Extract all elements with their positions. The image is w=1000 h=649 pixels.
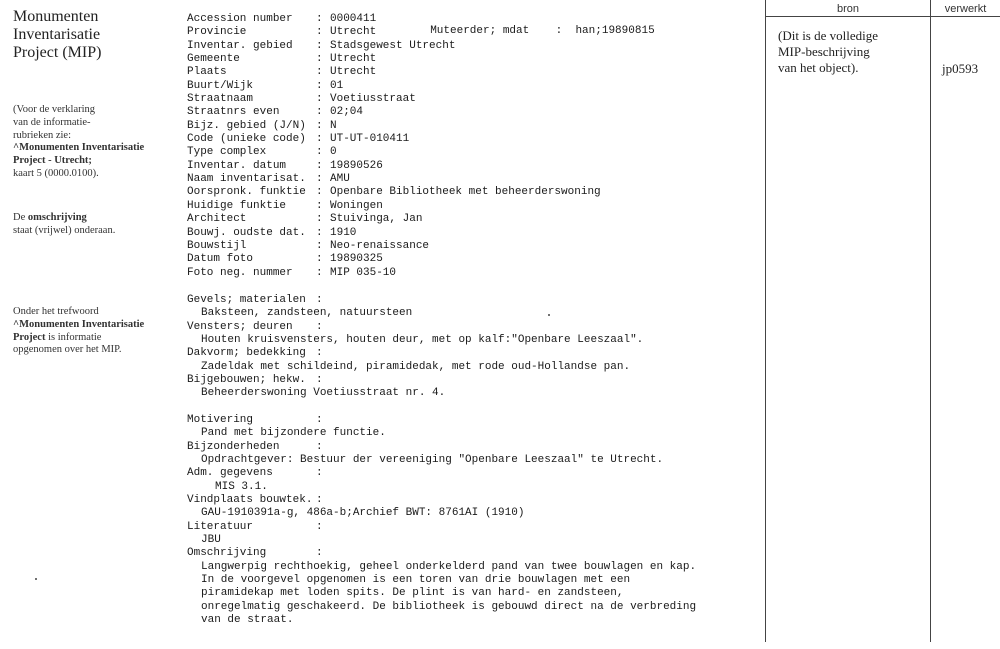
record-row	[187, 213, 757, 226]
field-colon: :	[316, 146, 323, 159]
field-colon: :	[316, 53, 323, 66]
section-heading	[187, 374, 757, 387]
record-row	[187, 146, 757, 159]
field-colon: :	[316, 93, 323, 106]
field-label: Plaats	[187, 66, 227, 79]
field-label: Datum foto	[187, 253, 254, 266]
field-value: Stadsgewest Utrecht	[330, 39, 456, 52]
field-value: Stuivinga, Jan	[330, 213, 423, 226]
section-label: Dakvorm; bedekking	[187, 347, 306, 360]
section-colon: :	[316, 414, 323, 426]
record-row	[187, 253, 757, 266]
section-label: Vensters; deuren	[187, 320, 293, 333]
section-colon: :	[316, 294, 323, 306]
field-value: 01	[330, 79, 344, 92]
note-line: opgenomen over het MIP.	[13, 344, 122, 356]
section-label: Bijgebouwen; hekw.	[187, 374, 306, 387]
note-line: De omschrijving	[13, 212, 87, 223]
section-text: MIS 3.1.	[215, 480, 268, 493]
section-text: GAU-1910391a-g, 486a-b;Archief BWT: 8761AI (1910)	[201, 507, 525, 520]
field-value: MIP 035-10	[330, 266, 397, 279]
note-omschrijving	[13, 212, 173, 238]
section-label: Motivering	[187, 414, 254, 426]
bron-cell	[778, 28, 928, 76]
section-text: Houten kruisvensters, houten deur, met op kalf:"Openbare Leeszaal".	[201, 334, 644, 347]
section-colon: :	[316, 320, 323, 333]
column-header-verwerkt: verwerkt	[944, 3, 987, 15]
field-value: 02;04	[330, 106, 364, 119]
field-value: Openbare Bibliotheek met beheerderswoning	[330, 186, 601, 199]
record-row	[187, 66, 757, 79]
section-text: van de straat.	[201, 614, 294, 627]
table-border-left	[765, 0, 766, 642]
field-colon: :	[316, 213, 323, 226]
field-colon: :	[316, 159, 323, 172]
field-label: Accession number	[187, 13, 293, 25]
section-label: Vindplaats bouwtek.	[187, 494, 313, 507]
note-line: (Voor de verklaring	[13, 104, 96, 115]
record-fields	[187, 13, 757, 280]
field-colon: :	[316, 106, 323, 119]
note-emphasis: omschrijving	[27, 212, 87, 223]
record-row	[187, 53, 757, 66]
field-label: Straatnaam	[187, 93, 254, 106]
note-link[interactable]: Project	[13, 331, 46, 343]
field-value: Utrecht	[330, 53, 377, 66]
section-heading	[187, 294, 757, 307]
field-colon: :	[316, 66, 323, 79]
column-header-bron: bron	[836, 3, 860, 15]
field-label: Bouwstijl	[187, 239, 247, 252]
field-value: 19890526	[330, 159, 383, 172]
section-heading	[187, 547, 757, 560]
scan-speck	[35, 578, 37, 580]
record-row	[187, 173, 757, 186]
record-row	[187, 240, 757, 253]
field-colon: :	[316, 133, 323, 146]
section-label: Adm. gegevens	[187, 467, 273, 480]
bron-line: van het object).	[778, 60, 859, 75]
section-label: Omschrijving	[187, 547, 267, 560]
table-header-line	[765, 16, 1000, 17]
section-colon: :	[316, 467, 323, 480]
section-heading	[187, 321, 757, 334]
field-label: Straatnrs even	[187, 106, 280, 119]
note-line: van de informatie-	[13, 116, 91, 128]
note-line: kaart 5 (0000.0100).	[13, 167, 99, 179]
field-colon: :	[316, 253, 323, 266]
mutator-value: han;19890815	[575, 25, 655, 37]
note-link[interactable]: ^Monumenten Inventarisatie	[13, 318, 145, 330]
field-colon: :	[316, 266, 323, 279]
field-colon: :	[316, 199, 323, 212]
field-value: 1910	[330, 226, 357, 239]
section-text: Zadeldak met schildeind, piramidedak, met rode oud-Hollandse pan.	[201, 360, 631, 373]
field-label: Foto neg. nummer	[187, 266, 293, 279]
note-line: Onder het trefwoord	[13, 306, 99, 317]
section-heading	[187, 494, 757, 507]
section-heading	[187, 521, 757, 534]
field-label: Bouwj. oudste dat.	[187, 226, 306, 239]
field-label: Inventar. gebied	[187, 39, 293, 52]
field-label: Huidige funktie	[187, 199, 287, 212]
field-label: Code (unieke code)	[187, 133, 306, 146]
section-label: Gevels; materialen	[187, 294, 306, 306]
table-border-mid	[930, 0, 931, 642]
record-row	[187, 186, 757, 199]
field-label: Bijz. gebied (J/N)	[187, 119, 306, 132]
note-link[interactable]: ^Monumenten Inventarisatie	[13, 142, 145, 154]
note-line: staat (vrijwel) onderaan.	[13, 224, 116, 236]
field-value: AMU	[330, 173, 350, 186]
note-trefwoord	[13, 306, 173, 357]
record-row	[187, 40, 757, 53]
record-row	[187, 93, 757, 106]
field-value: Voetiusstraat	[330, 93, 416, 106]
mutator-field: Muteerder; mdat : han;19890815	[430, 25, 655, 37]
mutator-label: Muteerder; mdat	[430, 25, 530, 37]
section-colon: :	[316, 547, 323, 560]
section-text: Baksteen, zandsteen, natuursteen	[201, 307, 413, 320]
field-colon: :	[316, 186, 323, 199]
section-text: JBU	[201, 534, 221, 547]
field-label: Oorspronk. funktie	[187, 186, 306, 199]
note-line: Project is informatie	[13, 331, 102, 343]
section-colon: :	[316, 520, 323, 533]
record-sections-1	[187, 294, 757, 401]
record-row	[187, 106, 757, 119]
left-column	[13, 8, 173, 62]
field-colon: :	[316, 39, 323, 52]
section-colon: :	[316, 347, 323, 360]
field-label: Provincie	[187, 26, 247, 39]
section-label: Literatuur	[187, 520, 254, 533]
field-value: N	[330, 119, 337, 132]
section-text: Beheerderswoning Voetiusstraat nr. 4.	[201, 387, 446, 400]
section-text: Opdrachtgever: Bestuur der vereeniging "Openbare Leeszaal" te Utrecht.	[201, 454, 664, 467]
field-label: Buurt/Wijk	[187, 79, 254, 92]
section-heading	[187, 467, 757, 480]
section-heading	[187, 414, 757, 427]
section-heading	[187, 441, 757, 454]
record-row	[187, 80, 757, 93]
note-line: rubrieken zie:	[13, 129, 72, 141]
field-label: Architect	[187, 213, 247, 226]
field-colon: :	[316, 239, 323, 252]
record-row	[187, 120, 757, 133]
field-colon: :	[316, 13, 323, 25]
record-row	[187, 267, 757, 280]
section-colon: :	[316, 494, 323, 507]
field-value: 0000411	[330, 13, 377, 25]
field-label: Gemeente	[187, 53, 240, 66]
bron-line: MIP-beschrijving	[778, 44, 870, 59]
project-title: Monumenten Inventarisatie Project (MIP)	[13, 8, 102, 61]
note-verklaring	[13, 104, 173, 181]
record-row	[187, 227, 757, 240]
verwerkt-cell: jp0593	[942, 61, 979, 76]
record-row	[187, 133, 757, 146]
field-label: Naam inventarisat.	[187, 173, 306, 186]
section-text: Pand met bijzondere functie.	[201, 427, 386, 440]
field-value: 0	[330, 146, 337, 159]
field-value: UT-UT-010411	[330, 133, 410, 146]
section-colon: :	[316, 374, 323, 387]
note-link[interactable]: Project - Utrecht;	[13, 155, 92, 167]
field-colon: :	[316, 119, 323, 132]
record-row	[187, 200, 757, 213]
field-label: Inventar. datum	[187, 159, 287, 172]
bron-line: (Dit is de volledige	[778, 28, 879, 43]
record-row	[187, 160, 757, 173]
section-text: In de voorgevel opgenomen is een toren van drie bouwlagen met een	[201, 574, 631, 587]
scan-speck	[548, 314, 550, 316]
field-value: Utrecht	[330, 66, 377, 79]
section-label: Bijzonderheden	[187, 440, 280, 453]
section-colon: :	[316, 440, 323, 453]
field-colon: :	[316, 173, 323, 186]
field-colon: :	[316, 226, 323, 239]
field-label: Type complex	[187, 146, 267, 159]
record-sections-2	[187, 414, 757, 628]
field-value: Neo-renaissance	[330, 239, 430, 252]
field-value: Woningen	[330, 199, 383, 212]
field-value: 19890325	[330, 253, 383, 266]
section-text: onregelmatig geschakeerd. De bibliotheek is gebouwd direct na de verbreding	[201, 600, 697, 613]
field-colon: :	[316, 79, 323, 92]
field-value: Utrecht	[330, 26, 377, 39]
section-heading	[187, 347, 757, 360]
field-colon: :	[316, 26, 323, 39]
section-text: piramidekap met loden spits. De plint is van hard- en zandsteen,	[201, 587, 624, 600]
section-text: Langwerpig rechthoekig, geheel onderkelderd pand van twee bouwlagen en kap.	[201, 560, 697, 573]
